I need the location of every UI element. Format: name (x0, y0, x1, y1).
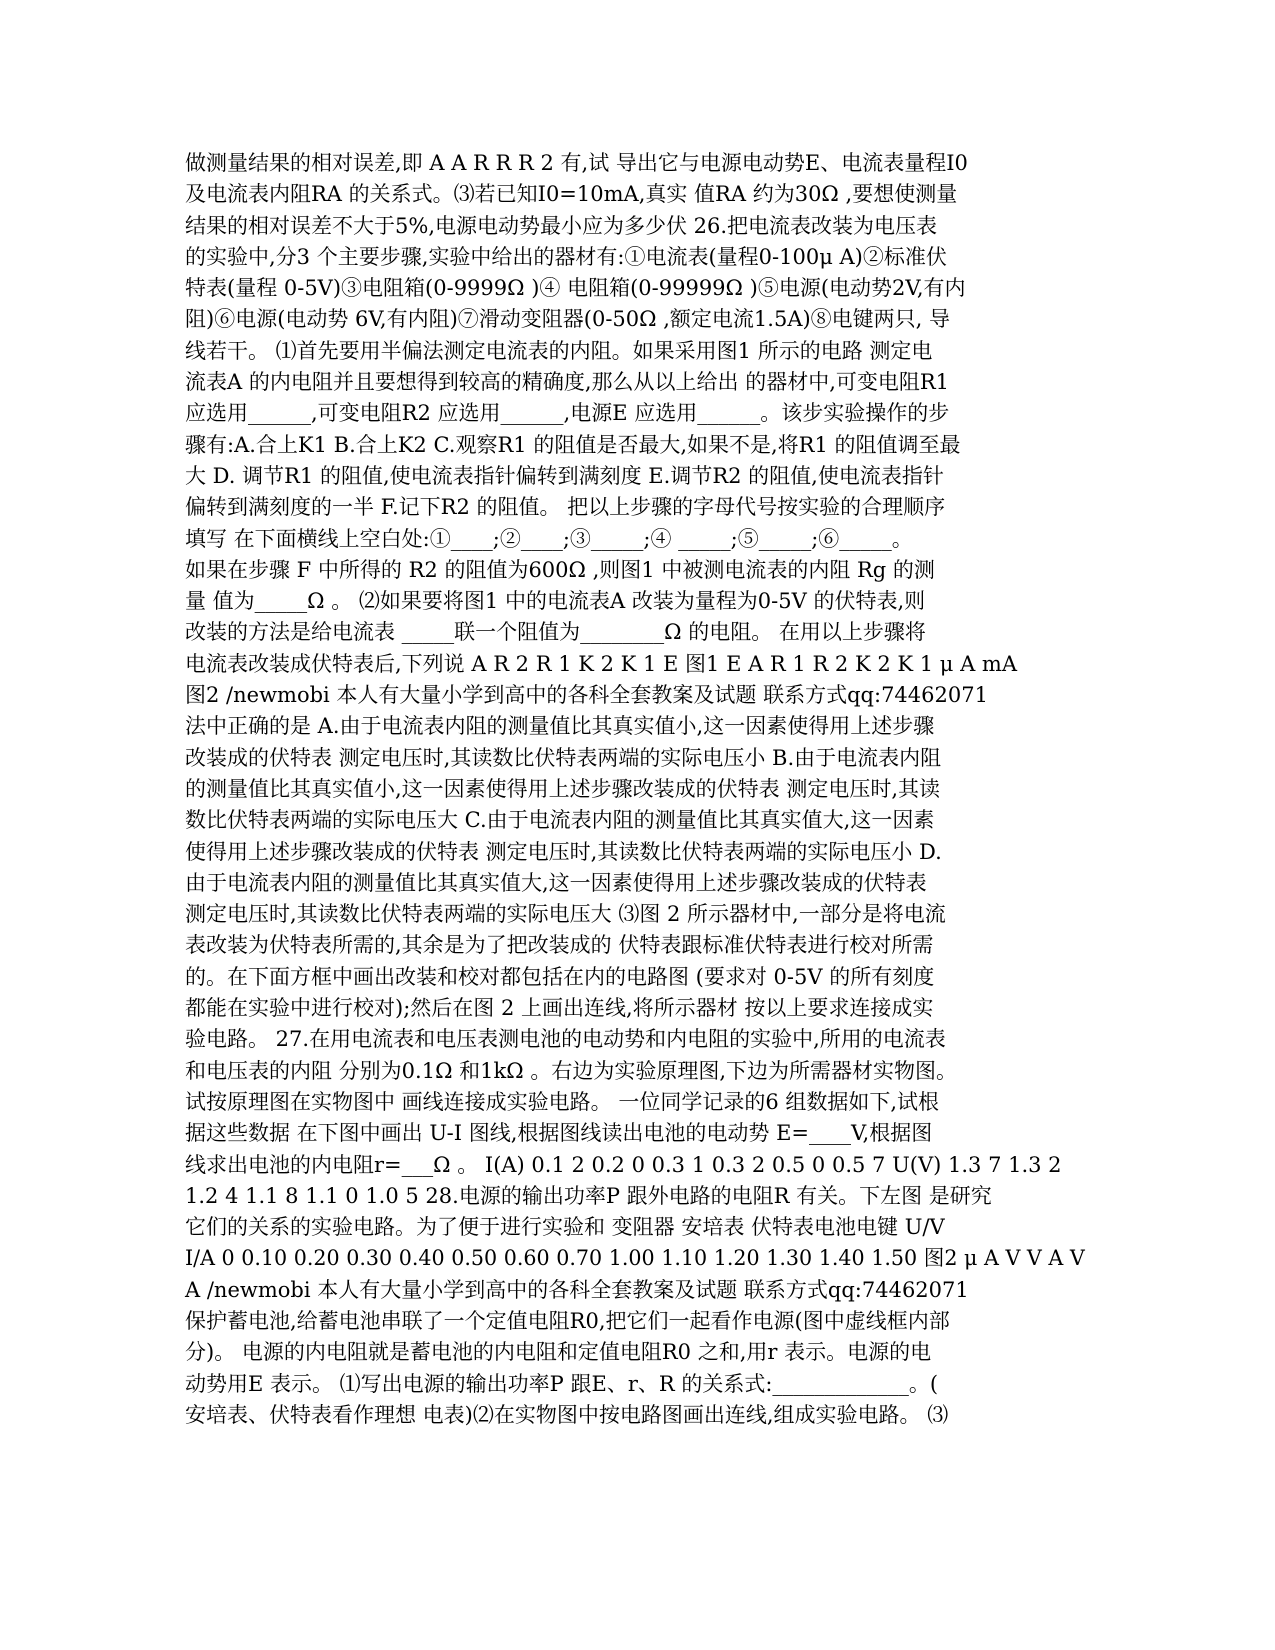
text-line-5: 特表(量程 0-5V)③电阻箱(0-9999Ω )④ 电阻箱(0-99999Ω )⑤电源(电动势2V,有内 (185, 276, 966, 301)
text-line-3: 结果的相对误差不大于5%,电源电动势最小应为多少伏 26.把电流表改装为电压表 (185, 213, 938, 238)
text-line-16: 改装的方法是给电流表 _____联一个阻值为________Ω 的电阻。 在用以上步骤将 (185, 620, 926, 645)
text-line-24: 由于电流表内阻的测量值比其真实值大,这一因素使得用上述步骤改装成的伏特表 (185, 870, 927, 895)
text-line-1: 做测量结果的相对误差,即 A A R R R 2 有,试 导出它与电源电动势E、电流表量程I0 (185, 151, 968, 175)
text-line-35: 它们的关系的实验电路。为了便于进行实验和 变阻器 安培表 伏特表电池电键 U/V (185, 1215, 945, 1240)
text-line-38: 保护蓄电池,给蓄电池串联了一个定值电阻R0,把它们一起看作电源(图中虚线框内部 (185, 1308, 950, 1333)
text-line-39: 分)。 电源的内电阻就是蓄电池的内电阻和定值电阻R0 之和,用r 表示。电源的电 (185, 1340, 932, 1365)
text-line-32: 据这些数据 在下图中画出 U-I 图线,根据图线读出电池的电动势 E=____V,根据图 (185, 1121, 933, 1146)
text-line-7: 线若干。 ⑴首先要用半偏法测定电流表的内阻。如果采用图1 所示的电路 测定电 (185, 338, 933, 363)
text-line-14: 如果在步骤 F 中所得的 R2 的阻值为600Ω ,则图1 中被测电流表的内阻 Rg 的测 (185, 557, 935, 582)
text-line-33: 线求出电池的内电阻r=___Ω 。 I(A) 0.1 2 0.2 0 0.3 1 0.3 2 0.5 0 0.5 7 U(V) 1.3 7 1.3 2 (185, 1152, 1062, 1177)
text-line-36: I/A 0 0.10 0.20 0.30 0.40 0.50 0.60 0.70 1.00 1.10 1.20 1.30 1.40 1.50 图2 μ A V V A V (185, 1246, 1085, 1271)
text-line-28: 都能在实验中进行校对);然后在图 2 上画出连线,将所示器材 按以上要求连接成实 (185, 996, 934, 1021)
body-text (185, 148, 1085, 1431)
text-line-17: 电流表改装成伏特表后,下列说 A R 2 R 1 K 2 K 1 E 图1 E A R 1 R 2 K 2 K 1 μ A mA (185, 651, 1018, 676)
text-line-31: 试按原理图在实物图中 画线连接成实验电路。 一位同学记录的6 组数据如下,试根 (185, 1089, 940, 1114)
text-line-37: A /newmobi 本人有大量小学到高中的各科全套教案及试题 联系方式qq:74462071 (185, 1277, 969, 1302)
text-line-20: 改装成的伏特表 测定电压时,其读数比伏特表两端的实际电压小 B.由于电流表内阻 (185, 745, 942, 770)
text-line-9: 应选用______,可变电阻R2 应选用______,电源E 应选用______。该步实验操作的步 (185, 401, 950, 426)
text-line-18: 图2 /newmobi 本人有大量小学到高中的各科全套教案及试题 联系方式qq:74462071 (185, 683, 988, 708)
text-line-12: 偏转到满刻度的一半 F.记下R2 的阻值。 把以上步骤的字母代号按实验的合理顺序 (185, 495, 946, 520)
text-line-40: 动势用E 表示。 ⑴写出电源的输出功率P 跟E、r、R 的关系式:_____________。( (185, 1371, 939, 1396)
text-line-22: 数比伏特表两端的实际电压大 C.由于电流表内阻的测量值比其真实值大,这一因素 (185, 808, 935, 833)
text-line-27: 的。在下面方框中画出改装和校对都包括在内的电路图 (要求对 0-5V 的所有刻度 (185, 964, 935, 989)
text-line-19: 法中正确的是 A.由于电流表内阻的测量值比其真实值小,这一因素使得用上述步骤 (185, 714, 935, 739)
text-line-29: 验电路。 27.在用电流表和电压表测电池的电动势和内电阻的实验中,所用的电流表 (185, 1027, 946, 1052)
text-line-2: 及电流表内阻RA 的关系式。⑶若已知I0=10mA,真实 值RA 约为30Ω ,要想使测量 (185, 182, 958, 207)
text-line-13: 填写 在下面横线上空白处:①____;②____;③_____;④ _____;⑤_____;⑥_____。 (185, 526, 913, 551)
text-line-15: 量 值为_____Ω 。 ⑵如果要将图1 中的电流表A 改装为量程为0-5V 的伏特表,则 (185, 589, 926, 614)
text-line-41: 安培表、伏特表看作理想 电表)⑵在实物图中按电路图画出连线,组成实验电路。 ⑶ (185, 1402, 949, 1427)
text-line-8: 流表A 的内电阻并且要想得到较高的精确度,那么从以上给出 的器材中,可变电阻R1 (185, 370, 950, 395)
text-line-25: 测定电压时,其读数比伏特表两端的实际电压大 ⑶图 2 所示器材中,一部分是将电流 (185, 902, 946, 927)
text-line-6: 阻)⑥电源(电动势 6V,有内阻)⑦滑动变阻器(0-50Ω ,额定电流1.5A)⑧电键两只, 导 (185, 307, 951, 332)
text-line-4: 的实验中,分3 个主要步骤,实验中给出的器材有:①电流表(量程0-100μ A)②标准伏 (185, 244, 947, 269)
text-line-21: 的测量值比其真实值小,这一因素使得用上述步骤改装成的伏特表 测定电压时,其读 (185, 776, 941, 801)
text-line-11: 大 D. 调节R1 的阻值,使电流表指针偏转到满刻度 E.调节R2 的阻值,使电流表指针 (185, 463, 944, 488)
text-line-23: 使得用上述步骤改装成的伏特表 测定电压时,其读数比伏特表两端的实际电压小 D. (185, 839, 942, 864)
text-line-26: 表改装为伏特表所需的,其余是为了把改装成的 伏特表跟标准伏特表进行校对所需 (185, 933, 934, 958)
text-line-30: 和电压表的内阻 分别为0.1Ω 和1kΩ 。右边为实验原理图,下边为所需器材实物图。 (185, 1058, 958, 1083)
text-line-34: 1.2 4 1.1 8 1.1 0 1.0 5 28.电源的输出功率P 跟外电路的电阻R 有关。下左图 是研究 (185, 1183, 992, 1208)
text-line-10: 骤有:A.合上K1 B.合上K2 C.观察R1 的阻值是否最大,如果不是,将R1 的阻值调至最 (185, 432, 961, 457)
